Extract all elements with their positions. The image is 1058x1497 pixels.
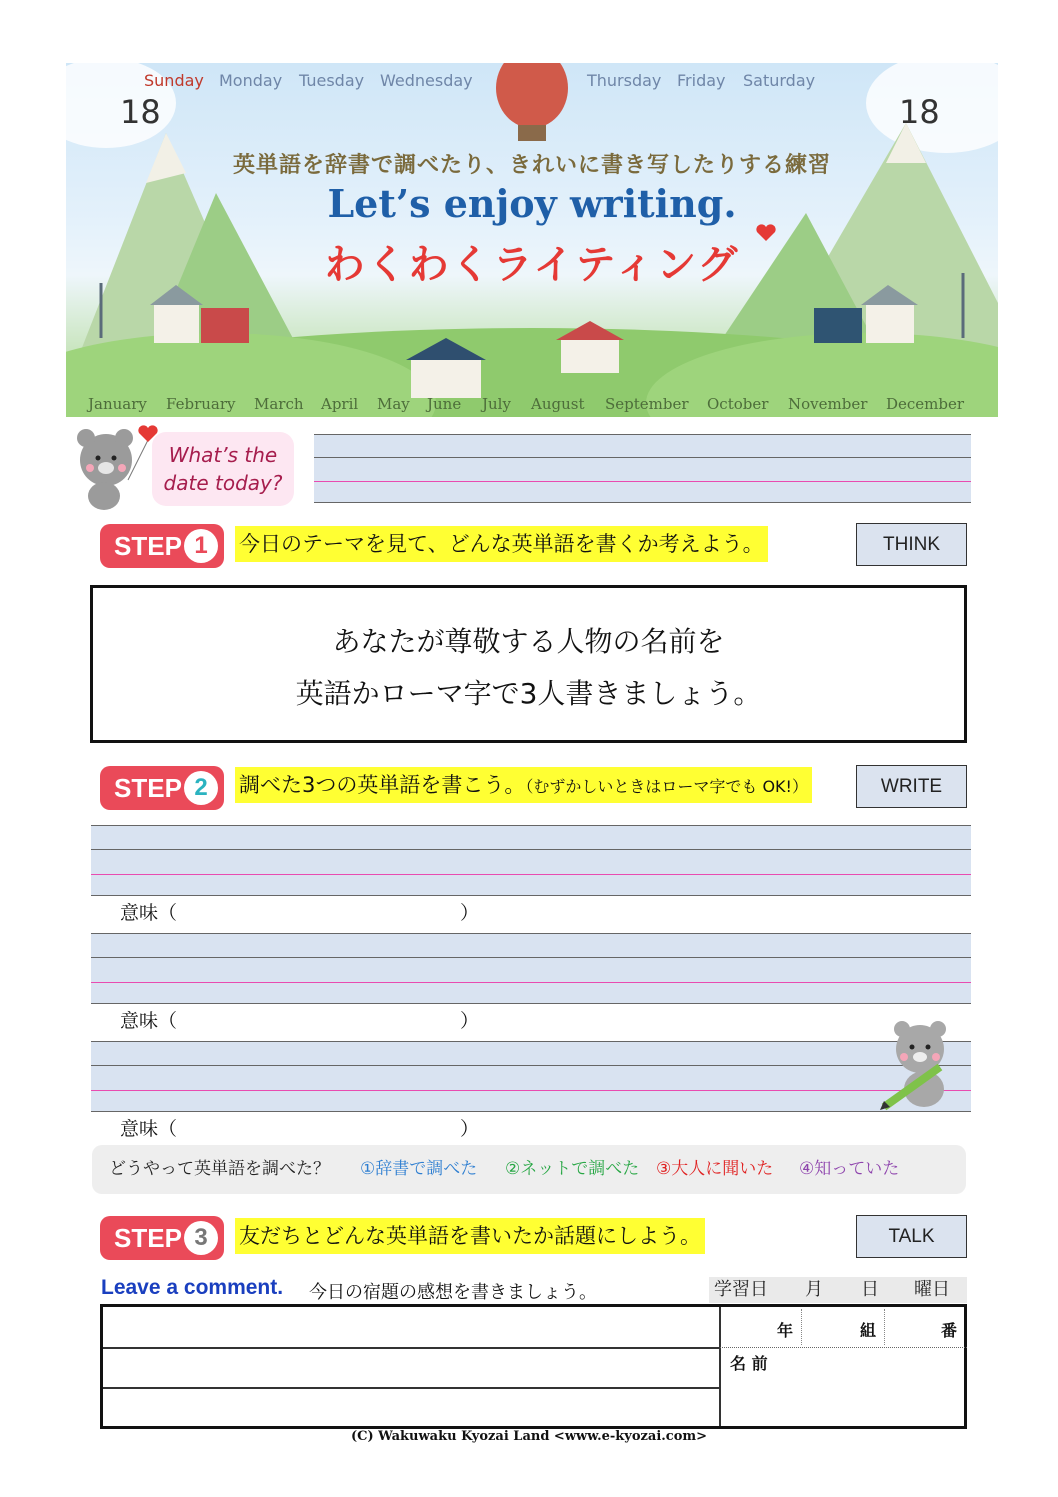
meaning-close-1: ） xyxy=(460,902,480,924)
weekday-wednesday: Wednesday xyxy=(380,71,473,90)
option-internet[interactable]: ②ネットで調べた xyxy=(505,1159,640,1179)
step2-instruction xyxy=(235,767,812,803)
month-february: February xyxy=(166,395,236,413)
month-october: October xyxy=(707,395,769,413)
banner-title-katakana: わくわくライティング xyxy=(324,242,740,288)
step1-badge-label: STEP xyxy=(114,531,182,561)
step2-instruction-note: （むずかしいときはローマ字でも OK!） xyxy=(525,777,808,796)
banner-number-left: 18 xyxy=(120,93,161,131)
write-label: WRITE xyxy=(856,765,967,808)
month-march: March xyxy=(254,395,304,413)
date-writing-lines[interactable] xyxy=(314,434,971,503)
month-june: June xyxy=(427,395,462,413)
weekday-saturday: Saturday xyxy=(743,71,816,90)
step2-badge xyxy=(100,766,224,810)
weekday-monday: Monday xyxy=(219,71,283,90)
step1-number: 1 xyxy=(184,529,218,563)
step3-badge-label: STEP xyxy=(114,1223,182,1253)
class-label: 組 xyxy=(860,1321,877,1340)
think-label: THINK xyxy=(856,523,967,566)
copyright: (C) Wakuwaku Kyozai Land <www.e-kyozai.com> xyxy=(350,1429,708,1444)
weekday-sunday: Sunday xyxy=(144,71,204,90)
research-method-bar xyxy=(92,1145,966,1194)
word-writing-lines-3[interactable] xyxy=(91,1041,971,1112)
step3-badge xyxy=(100,1216,224,1260)
meaning-label-1: 意味（ xyxy=(120,902,178,924)
option-already-knew[interactable]: ④知っていた xyxy=(799,1159,900,1179)
bear-pencil-illustration xyxy=(870,1015,966,1111)
month-september: September xyxy=(605,395,689,413)
bear-balloon-illustration xyxy=(68,420,158,512)
month-december: December xyxy=(886,395,965,413)
number-label: 番 xyxy=(941,1321,958,1340)
step2-badge-label: STEP xyxy=(114,773,182,803)
day-label: 日 xyxy=(861,1279,879,1300)
step2-number: 2 xyxy=(184,771,218,805)
meaning-close-2: ） xyxy=(460,1010,480,1032)
step1-instruction: 今日のテーマを見て、どんな英単語を書くか考えよう。 xyxy=(235,526,768,562)
theme-line2: 英語かローマ字で3人書きましょう。 xyxy=(295,677,762,710)
banner-subtitle: 英単語を辞書で調べたり、きれいに書き写したりする練習 xyxy=(232,153,831,178)
word-writing-lines-2[interactable] xyxy=(91,933,971,1004)
theme-line1: あなたが尊敬する人物の名前を xyxy=(332,625,725,658)
theme-box xyxy=(90,585,967,743)
month-july: July xyxy=(482,395,511,413)
month-august: August xyxy=(531,395,585,413)
date-prompt-bubble xyxy=(152,432,294,506)
option-ask-adult[interactable]: ③大人に聞いた xyxy=(656,1159,774,1179)
weekday-thursday: Thursday xyxy=(587,71,662,90)
month-label: 月 xyxy=(805,1279,823,1300)
comment-box[interactable] xyxy=(100,1304,967,1429)
step2-instruction-main: 調べた3つの英単語を書こう。 xyxy=(239,773,526,797)
year-label: 年 xyxy=(777,1321,794,1340)
leave-comment-title: Leave a comment. xyxy=(101,1276,284,1299)
name-label: 名 前 xyxy=(730,1354,768,1373)
meaning-close-3: ） xyxy=(460,1118,480,1140)
meaning-label-3: 意味（ xyxy=(120,1118,178,1140)
talk-label: TALK xyxy=(856,1215,967,1258)
option-dictionary[interactable]: ①辞書で調べた xyxy=(360,1159,478,1179)
month-november: November xyxy=(788,395,868,413)
weekday-tuesday: Tuesday xyxy=(299,71,365,90)
date-prompt-line2: date today? xyxy=(163,471,283,495)
study-date-bar xyxy=(709,1277,967,1303)
study-day-label: 学習日 xyxy=(714,1279,768,1300)
research-question: どうやって英単語を調べた？ xyxy=(109,1159,330,1179)
word-writing-lines-1[interactable] xyxy=(91,825,971,896)
weekday-label: 曜日 xyxy=(914,1279,950,1300)
meaning-label-2: 意味（ xyxy=(120,1010,178,1032)
header-banner xyxy=(66,63,998,417)
month-january: January xyxy=(88,395,147,413)
banner-title-english: Let’s enjoy writing. xyxy=(327,181,737,226)
step1-badge xyxy=(100,524,224,568)
month-april: April xyxy=(321,395,359,413)
banner-number-right: 18 xyxy=(899,93,940,131)
leave-comment-subtitle: 今日の宿題の感想を書きましょう。 xyxy=(309,1282,597,1303)
weekday-friday: Friday xyxy=(677,71,726,90)
step3-number: 3 xyxy=(184,1221,218,1255)
date-prompt-line1: What’s the xyxy=(168,443,278,467)
step3-instruction: 友だちとどんな英単語を書いたか話題にしよう。 xyxy=(235,1218,705,1254)
month-may: May xyxy=(377,395,410,413)
